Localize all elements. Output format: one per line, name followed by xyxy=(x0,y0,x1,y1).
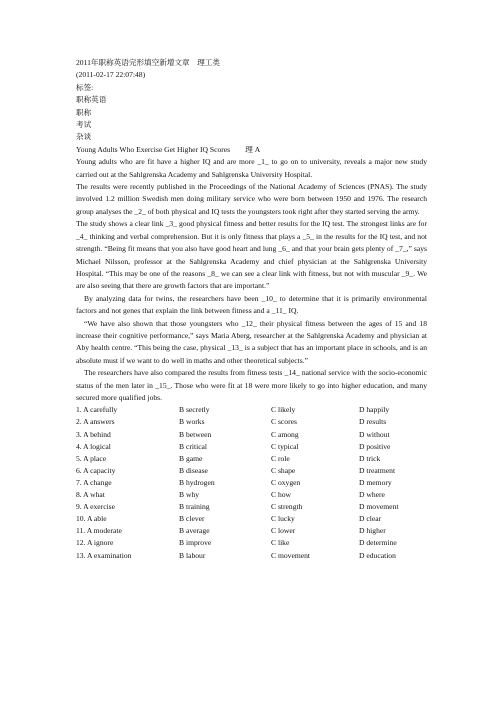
document-date: (2011-02-17 22:07:48) xyxy=(76,70,146,80)
article-title: Young Adults Who Exercise Get Higher IQ Scores 理 A xyxy=(76,144,261,154)
option-d: D higher xyxy=(359,526,386,536)
option-d: D memory xyxy=(359,477,392,487)
document-page xyxy=(76,57,427,562)
option-b: B between xyxy=(179,429,212,439)
option-row xyxy=(76,513,427,525)
option-row xyxy=(76,489,427,501)
option-a: 1. A carefully xyxy=(76,405,118,415)
option-b: B average xyxy=(179,526,210,536)
option-a: 11. A moderate xyxy=(76,526,122,536)
option-c: C role xyxy=(271,453,290,463)
option-d: D movement xyxy=(359,502,399,512)
option-row xyxy=(76,477,427,489)
option-d: D positive xyxy=(359,441,391,451)
option-c: C scores xyxy=(271,417,297,427)
option-c: C oxygen xyxy=(271,477,301,487)
option-row xyxy=(76,525,427,537)
tag-link[interactable]: 杂谈 xyxy=(76,132,92,142)
option-d: D trick xyxy=(359,453,381,463)
option-d: D without xyxy=(359,429,390,439)
option-row xyxy=(76,429,427,441)
option-c: C lower xyxy=(271,526,296,536)
article-paragraph: The researchers have also compared the results from fitness tests _14_ national service with the socio-economic status of the men later in _15_. Those who were fit at 18 were more likely to go into higher education, and many secured more qualified jobs. xyxy=(76,368,427,402)
article-paragraph: By analyzing data for twins, the researchers have been _10_ to determine that it is primarily environmental factors and not genes that explain the link between fitness and a _11_ IQ. xyxy=(76,293,427,316)
option-c: C among xyxy=(271,429,299,439)
article-paragraph: Young adults who are fit have a higher IQ and are more _1_ to go on to university, reveals a major new study carried out at the Sahlgrenska Academy and Sahlgrenska University Hospital. xyxy=(76,157,427,179)
option-c: C lucky xyxy=(271,514,295,524)
option-a: 8. A what xyxy=(76,490,105,500)
option-c: C typical xyxy=(271,441,299,451)
option-c: C how xyxy=(271,490,292,500)
option-d: D clear xyxy=(359,514,382,524)
option-a: 10. A able xyxy=(76,514,107,524)
tag-link[interactable]: 职称 xyxy=(76,107,92,117)
article-paragraph: The results were recently published in the Proceedings of the National Academy of Sciences (PNAS). The study involved 1.2 million Swedish men doing military service who were born between 1950 and 1976. The research group analyses the _2_ of both physical and IQ tests the youngsters took right after they started serving the army. xyxy=(76,182,427,216)
option-row xyxy=(76,441,427,453)
option-b: B game xyxy=(179,453,203,463)
article-paragraph: The study shows a clear link _3_ good physical fitness and better results for the IQ test. The strongest links are for _4_ thinking and verbal comprehension. But it is only fitness that plays a _5_ in the results for the IQ test, and not strength. “Being fit means that you also have good heart and lung _6_ and that your brain gets plenty of _7_,” says Michael Nilsson, professor at the Sahlgrenska Academy and chief physician at the Sahlgrenska University Hospital. “This may be one of the reasons _8_ we can see a clear link with fitness, but not with muscular _9_. We are also seeing that there are growth factors that are important.” xyxy=(76,219,427,291)
option-a: 9. A exercise xyxy=(76,502,116,512)
option-row xyxy=(76,465,427,477)
option-b: B improve xyxy=(179,538,212,548)
option-b: B hydrogen xyxy=(179,477,215,487)
option-row xyxy=(76,416,427,428)
option-a: 13. A examination xyxy=(76,550,132,560)
option-c: C likely xyxy=(271,405,296,415)
option-a: 5. A place xyxy=(76,453,107,463)
option-row xyxy=(76,501,427,513)
option-d: D happily xyxy=(359,405,390,415)
option-a: 6. A capacity xyxy=(76,465,116,475)
tags-label: 标签: xyxy=(76,82,94,92)
option-c: C like xyxy=(271,538,290,548)
option-b: B disease xyxy=(179,465,208,475)
option-c: C shape xyxy=(271,465,296,475)
option-a: 12. A ignore xyxy=(76,538,114,548)
option-b: B critical xyxy=(179,441,208,451)
option-b: B training xyxy=(179,502,210,512)
document-title: 2011年职称英语完形填空新增文章 理工类 xyxy=(76,58,220,67)
option-a: 7. A change xyxy=(76,477,112,487)
option-a: 2. A answers xyxy=(76,417,115,427)
options-list xyxy=(76,404,427,561)
tag-link[interactable]: 职称英语 xyxy=(76,95,107,105)
option-a: 3. A behind xyxy=(76,429,111,439)
option-row xyxy=(76,550,427,562)
option-d: D treatment xyxy=(359,465,396,475)
option-row xyxy=(76,404,427,416)
option-a: 4. A logical xyxy=(76,441,111,451)
option-b: B labour xyxy=(179,550,206,560)
option-d: D determine xyxy=(359,538,397,548)
tag-link[interactable]: 考试 xyxy=(76,120,92,130)
option-d: D results xyxy=(359,417,387,427)
option-b: B works xyxy=(179,417,205,427)
option-row xyxy=(76,453,427,465)
option-d: D where xyxy=(359,490,385,500)
article-paragraph: “We have also shown that those youngsters who _12_ their physical fitness between the ages of 15 and 18 increase their cognitive performance,” says Maria Aberg, researcher at the Sahlgrenska Academy and physician at Aby health centre. “This being the case, physical _13_ is a subject that has an important place in schools, and is an absolute must if we want to do well in maths and other theoretical subjects.” xyxy=(76,318,427,365)
option-b: B secretly xyxy=(179,405,210,415)
option-d: D education xyxy=(359,550,396,560)
option-row xyxy=(76,537,427,549)
option-b: B clever xyxy=(179,514,205,524)
option-b: B why xyxy=(179,490,200,500)
option-c: C movement xyxy=(271,550,311,560)
option-c: C strength xyxy=(271,502,303,512)
